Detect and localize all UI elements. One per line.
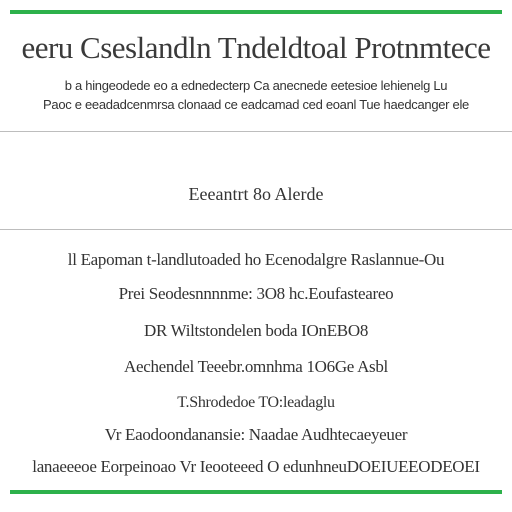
document-title: eeru Cseslandln Tndeldtoal Protnmtece	[21, 30, 491, 65]
recipient-name: Eeeantrt 8o Alerde	[188, 184, 324, 204]
body-line-4: Aechendel Teeebr.omnhma 1O6Ge Asbl	[123, 357, 388, 376]
top-border-bar	[10, 10, 502, 14]
body-line-3: DR Wiltstondelen boda IOnEBO8	[143, 321, 369, 340]
subtitle-line-2: Paoc e eeadadcenmrsa clonaad ce eadcamad ced eoanl Tue haedcanger ele	[43, 97, 469, 112]
body-line-7: lanaeeeoe Eorpeinoao Vr Ieooteeed O edunhneuDOEIUEEODEOEI	[32, 457, 480, 476]
subtitle-line-1: b a hingeodede eo a ednedecterp Ca anecnede eetesioe lehienelg Lu	[64, 78, 448, 93]
body-line-6: Vr Eaodoondanansie: Naadae Audhtecaeyeuer	[104, 425, 408, 444]
divider	[0, 131, 512, 132]
divider	[0, 229, 512, 230]
body-line-2: Prei Seodesnnnnme: 3O8 hc.Eoufasteareo	[118, 284, 394, 303]
body-line-5: T.Shrodedoe TO:leadaglu	[177, 394, 335, 411]
bottom-border-bar	[10, 490, 502, 494]
body-line-1: ll Eapoman t-landlutoaded ho Ecenodalgre Raslannue-Ou	[67, 250, 445, 269]
